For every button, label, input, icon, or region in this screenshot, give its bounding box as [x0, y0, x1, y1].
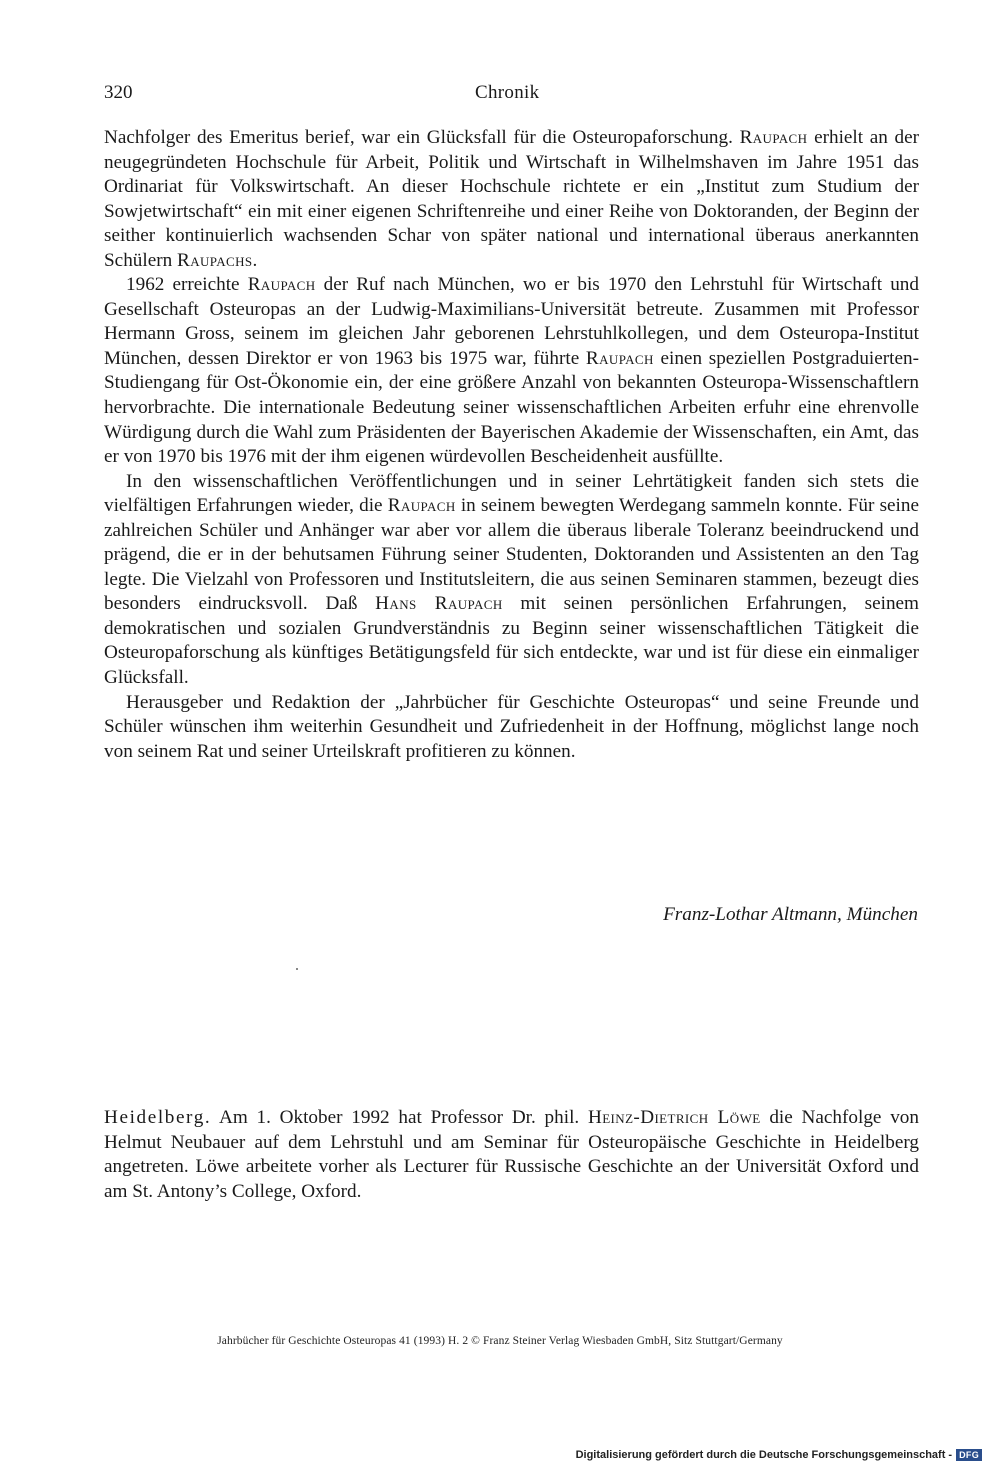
- heidelberg-notice: [104, 1106, 919, 1204]
- author-name: Raupach: [585, 347, 654, 369]
- notice-paragraph: Heidelberg. Am 1. Oktober 1992 hat Professor Dr. phil. Heinz-Dietrich Löwe die Nachfolge von Helmut Neubauer auf dem Lehrstuhl und am Seminar für Osteuropäische Geschichte in Heidelberg angetreten. Löwe arbeitete vorher als Lecturer für Russische Geschichte an der Universität Oxford und am St. Antony’s College, Oxford.: [104, 1107, 919, 1202]
- paragraph-2: 1962 erreichte Raupach der Ruf nach München, wo er bis 1970 den Lehrstuhl für Wirtschaft und Gesellschaft Osteuropas an der Ludwig-Maximilians-Universität betreute. Zusammen mit Professor Hermann Gross, seinem im gleichen Jahr geborenen Lehrstuhlkollegen, und dem Osteuropa-Institut München, dessen Direktor er von 1963 bis 1975 war, führte Raupach einen speziellen Postgraduierten-Studiengang für Ost-Ökonomie ein, der eine größere Anzahl von bekannten Osteuropa-Wissenschaftlern hervorbrachte. Die internationale Bedeutung seiner wissenschaftlichen Arbeiten erfuhr eine ehrenvolle Würdigung durch die Wahl zum Präsidenten der Bayerischen Akademie der Wissenschaften, ein Amt, das er von 1970 bis 1976 mit der ihm eigenen würdevollen Bescheidenheit ausfüllte.: [104, 274, 919, 468]
- page-number: 320: [104, 82, 133, 103]
- author-name: Hans Raupach: [375, 593, 503, 615]
- scan-speck: [296, 968, 298, 970]
- running-head: Chronik: [475, 82, 540, 103]
- paragraph-3: In den wissenschaftlichen Veröffentlichungen und in seiner Lehrtätigkeit fanden sich stets die vielfältigen Erfahrungen wieder, die Raupach in seinem bewegten Werdegang sammeln konnte. Für seine zahlreichen Schüler und Anhänger war aber vor allem die überaus liberale Toleranz beeindruckend und prägend, die er in der behutsamen Führung seiner Studenten, Doktoranden und Assistenten an den Tag legte. Die Vielzahl von Professoren und Institutsleitern, die aus seinen Seminaren stammen, bezeugt dies besonders eindrucksvoll. Daß Hans Raupach mit seinen persönlichen Erfahrungen, seinem demokratischen und sozialen Grundverständnis zu Beginn seiner wissenschaftlichen Tätigkeit die Osteuropaforschung als künftiges Betätigungsfeld für sich entdeckte, war und ist für diese ein einmaliger Glücksfall.: [104, 470, 919, 689]
- dfg-logo-icon: DFG: [956, 1449, 982, 1461]
- paragraph-1: Nachfolger des Emeritus berief, war ein Glücksfall für die Osteuropaforschung. Raupach erhielt an der neugegründeten Hochschule für Arbeit, Politik und Wirtschaft in Wilhelmshaven im Jahre 1951 das Ordinariat für Volkswirtschaft. An dieser Hochschule richtete er ein „Institut zum Studium der Sowjetwirtschaft“ ein mit einer eigenen Schriftenreihe und einer Reihe von Doktoranden, der Beginn der seither kontinuierlich wachsenden Schar von später national und international überaus anerkannten Schülern Raupachs.: [104, 127, 920, 271]
- author-name: Raupachs: [177, 249, 253, 271]
- journal-citation: Jahrbücher für Geschichte Osteuropas 41 (1993) H. 2 © Franz Steiner Verlag Wiesbaden GmbH, Sitz Stuttgart/Germany: [217, 1335, 783, 1347]
- author-name: Raupach: [247, 274, 316, 296]
- article-body: [104, 126, 919, 764]
- digitization-text: Digitalisierung gefördert durch die Deutsche Forschungsgemeinschaft -: [575, 1449, 953, 1461]
- signature: Franz-Lothar Altmann, München: [663, 904, 918, 925]
- notice-place: Heidelberg.: [104, 1107, 212, 1128]
- paragraph-4: Herausgeber und Redaktion der „Jahrbücher für Geschichte Osteuropas“ und seine Freunde und Schüler wünschen ihm weiterhin Gesundheit und Zufriedenheit in der Hoffnung, möglichst lange noch von seinem Rat und seiner Urteilskraft profitieren zu können.: [104, 691, 919, 762]
- person-name: Heinz-Dietrich Löwe: [587, 1107, 761, 1128]
- digitization-note: [576, 1449, 982, 1461]
- author-name: Raupach: [387, 495, 456, 517]
- author-name: Raupach: [739, 127, 808, 148]
